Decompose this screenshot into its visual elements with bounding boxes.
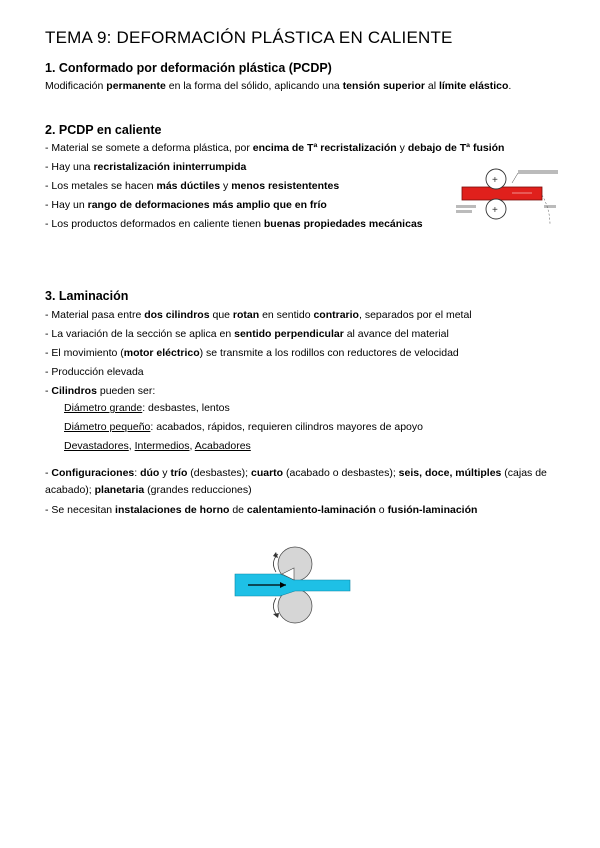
s2-line-4: - Hay un rango de deformaciones más amplio que en frío	[45, 199, 327, 211]
s3-line-1: - Material pasa entre dos cilindros que rotan en sentido contrario, separados por el metal	[45, 309, 472, 321]
cylinder-large: Diámetro grande: desbastes, lentos	[64, 402, 230, 414]
s2-line-2: - Hay una recristalización ininterrumpida	[45, 161, 247, 173]
svg-text:+: +	[492, 205, 498, 216]
s3-line-4: - Producción elevada	[45, 366, 144, 378]
svg-text:+: +	[492, 175, 498, 186]
hot-metal-bar	[462, 187, 542, 200]
s3-line-3: - El movimiento (motor eléctrico) se transmite a los rodillos con reductores de velocidad	[45, 347, 459, 359]
section-1-heading: 1. Conformado por deformación plástica (PCDP)	[45, 61, 332, 75]
page-title: TEMA 9: DEFORMACIÓN PLÁSTICA EN CALIENTE	[45, 28, 453, 47]
s3-line-6: - Se necesitan instalaciones de horno de calentamiento-laminación o fusión-laminación	[45, 504, 478, 516]
s2-line-3: - Los metales se hacen más dúctiles y menos resistententes	[45, 180, 340, 192]
rolling-figure	[230, 540, 360, 630]
s2-line-5: - Los productos deformados en caliente tienen buenas propiedades mecánicas	[45, 218, 423, 230]
section-2-heading: 2. PCDP en caliente	[45, 123, 162, 137]
section-3-heading: 3. Laminación	[45, 289, 129, 303]
s3-configurations: - Configuraciones: dúo y trío (desbastes); cuarto (acabado o desbastes); seis, doce, múltiples (cajas de acabado); planetaria (grandes reducciones)	[45, 467, 547, 496]
cylinder-small: Diámetro pequeño: acabados, rápidos, requieren cilindros mayores de apoyo	[64, 421, 423, 433]
section-1-paragraph: Modificación permanente en la forma del sólido, aplicando una tensión superior al límite elástico.	[45, 80, 512, 92]
s3-line-5: - Cilindros pueden ser:	[45, 385, 156, 397]
s2-line-1: - Material se somete a deforma plástica, por encima de Tª recristalización y debajo de Tª fusión	[45, 142, 505, 154]
s3-line-2: - La variación de la sección se aplica en sentido perpendicular al avance del material	[45, 328, 449, 340]
cylinder-types: Devastadores, Intermedios, Acabadores	[64, 440, 251, 452]
pcdp-figure	[452, 165, 562, 231]
